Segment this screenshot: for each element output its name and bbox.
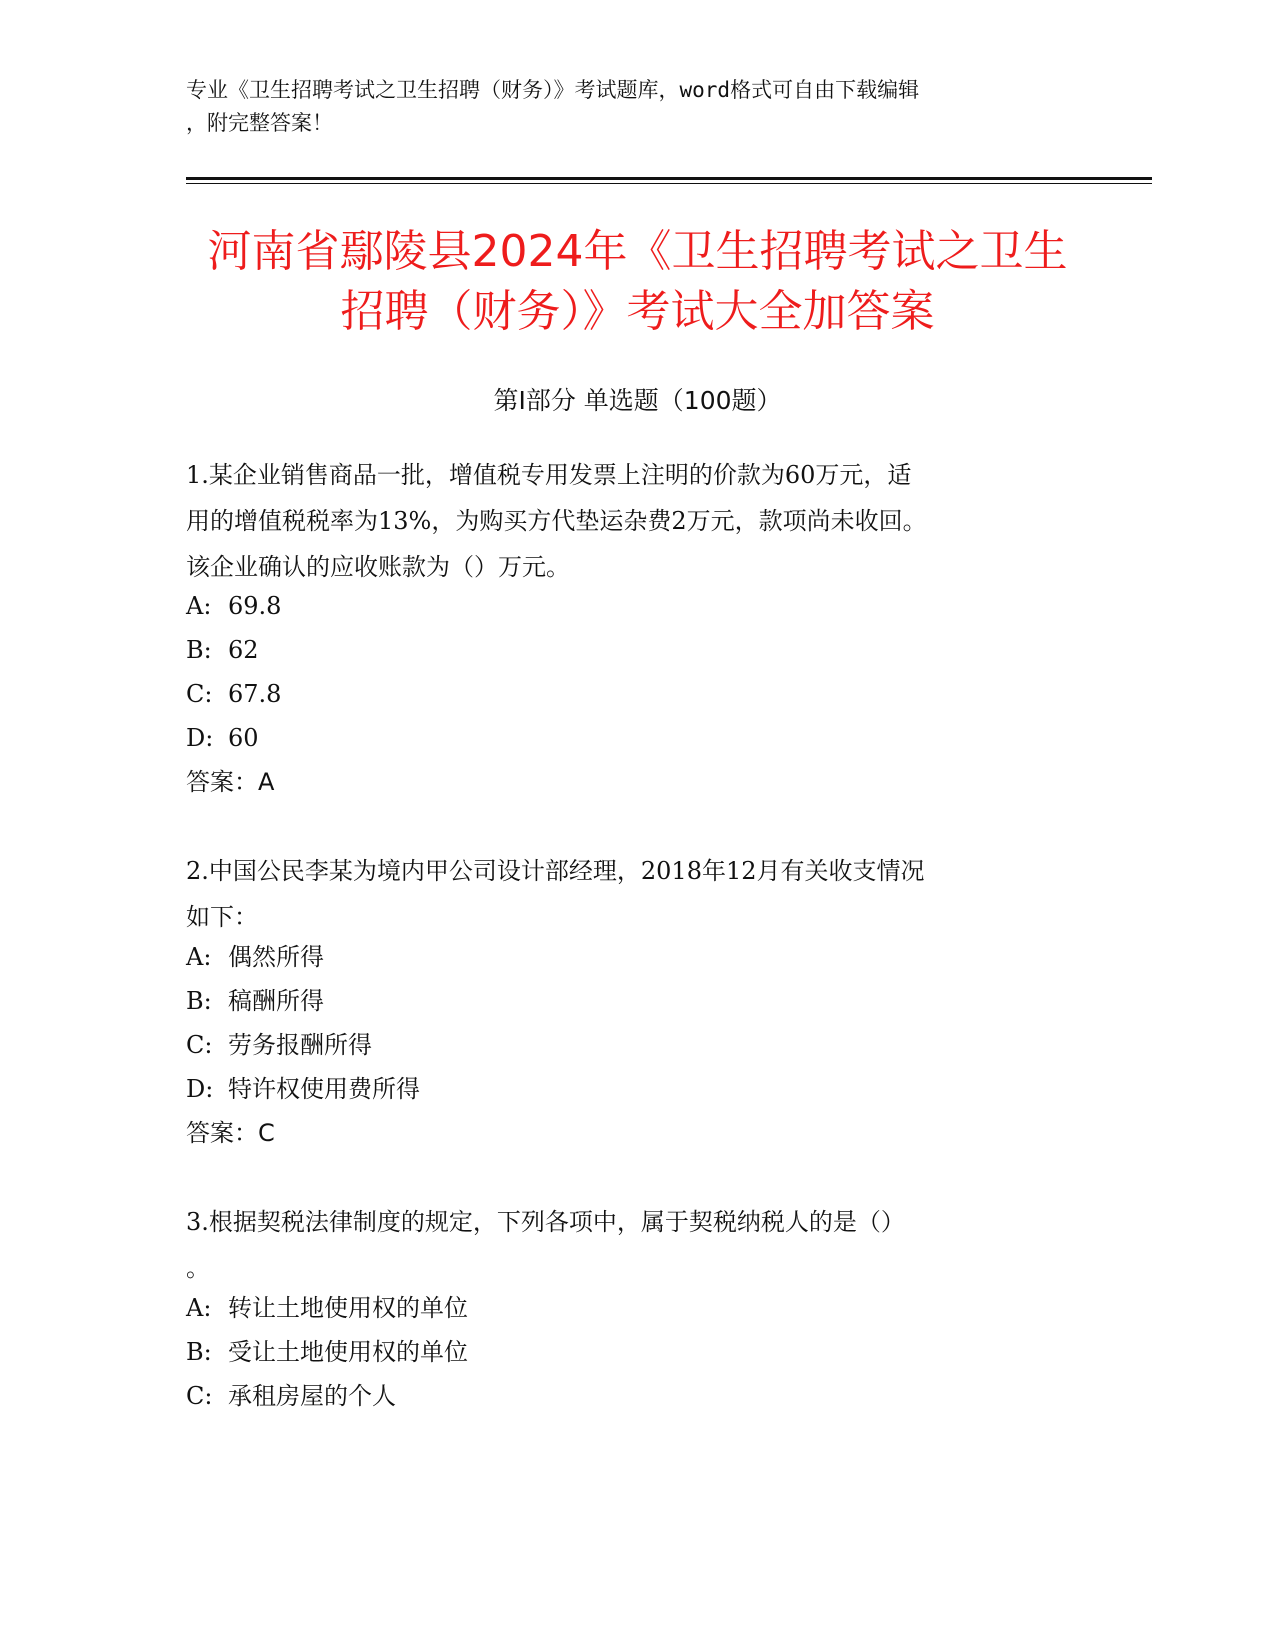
header-note-line: 专业《卫生招聘考试之卫生招聘（财务）》考试题库，word格式可自由下载编辑 (186, 78, 920, 102)
title-line: 招聘（财务）》考试大全加答案 (340, 286, 935, 337)
option-b (186, 1335, 468, 1369)
option-b (186, 633, 259, 667)
option-letter: B: (186, 987, 212, 1015)
option-text: 67.8 (228, 680, 282, 708)
option-letter: C: (186, 1031, 213, 1059)
question-stem-line: 用的增值税税率为13%，为购买方代垫运杂费2万元，款项尚未收回。 (186, 507, 927, 535)
question-stem-line: 3.根据契税法律制度的规定，下列各项中，属于契税纳税人的是（） (186, 1208, 905, 1236)
option-text: 受让土地使用权的单位 (228, 1338, 468, 1366)
option-letter: A: (186, 943, 212, 971)
option-letter: B: (186, 636, 212, 664)
option-letter: B: (186, 1338, 212, 1366)
question-stem-line: 该企业确认的应收账款为（）万元。 (186, 553, 570, 581)
option-text: 60 (228, 724, 259, 752)
option-a (186, 589, 281, 623)
option-d (186, 721, 259, 755)
question-stem-line: 1.某企业销售商品一批，增值税专用发票上注明的价款为60万元，适 (186, 461, 912, 489)
option-c (186, 677, 281, 711)
option-text: 劳务报酬所得 (228, 1031, 372, 1059)
option-text: 转让土地使用权的单位 (228, 1294, 468, 1322)
title-line: 河南省鄢陵县2024年《卫生招聘考试之卫生 (207, 226, 1068, 277)
answer-line: 答案：A (186, 768, 275, 796)
question-stem (186, 848, 1086, 940)
question-stem-line: 如下： (186, 903, 258, 931)
header-note-line: ，附完整答案！ (186, 111, 333, 135)
option-d (186, 1072, 420, 1106)
option-c (186, 1028, 372, 1062)
option-c (186, 1379, 396, 1413)
question-stem-line: 2.中国公民李某为境内甲公司设计部经理，2018年12月有关收支情况 (186, 857, 925, 885)
header-divider-thin (186, 183, 1152, 184)
question-stem (186, 1199, 1086, 1291)
section-heading: 第Ⅰ部分 单选题（100题） (493, 386, 782, 415)
answer-line: 答案：C (186, 1119, 275, 1147)
option-letter: A: (186, 592, 212, 620)
option-a (186, 1291, 468, 1325)
option-text: 稿酬所得 (228, 987, 324, 1015)
option-a (186, 940, 324, 974)
option-letter: C: (186, 1382, 213, 1410)
option-text: 偶然所得 (228, 943, 324, 971)
question-stem (186, 452, 1086, 590)
option-letter: D: (186, 1075, 214, 1103)
question-stem-line: 。 (186, 1254, 210, 1282)
document-title (0, 222, 1275, 342)
header-note (186, 74, 1086, 140)
option-letter: C: (186, 680, 213, 708)
option-text: 69.8 (228, 592, 282, 620)
option-letter: D: (186, 724, 214, 752)
option-text: 62 (228, 636, 259, 664)
option-text: 特许权使用费所得 (228, 1075, 420, 1103)
option-text: 承租房屋的个人 (228, 1382, 396, 1410)
option-b (186, 984, 324, 1018)
header-divider-thick (186, 177, 1152, 180)
option-letter: A: (186, 1294, 212, 1322)
